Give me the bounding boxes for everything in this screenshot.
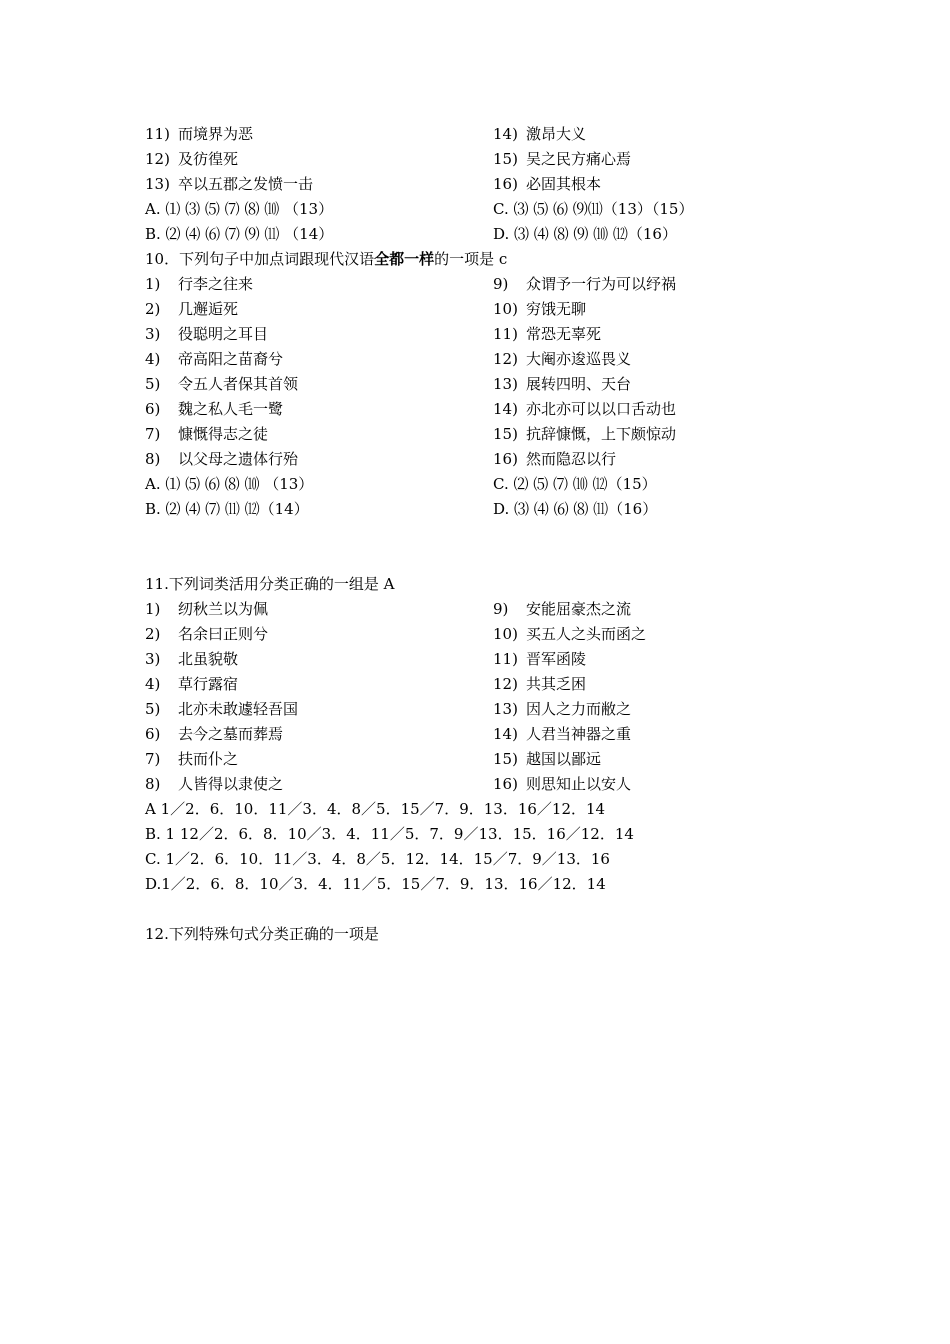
q10-item-left: 3) 役聪明之耳目 xyxy=(145,325,269,343)
q9-item-left: 11) 而境界为恶 xyxy=(145,125,254,143)
q11-item-right: 14) 人君当神器之重 xyxy=(493,725,632,743)
q10-option-d: D. ⑶ ⑷ ⑹ ⑻ ⑾（16） xyxy=(493,500,658,518)
q11-item-left: 3) 北虽貌敬 xyxy=(145,650,239,668)
section-spacer xyxy=(145,897,725,922)
q10-item-left: 2) 几邂逅死 xyxy=(145,300,239,318)
q11-item-row xyxy=(145,622,725,647)
q9-option-a: A. ⑴ ⑶ ⑸ ⑺ ⑻ ⑽ （13） xyxy=(145,200,334,218)
q11-item-row xyxy=(145,697,725,722)
q10-item-left: 4) 帝高阳之苗裔兮 xyxy=(145,350,284,368)
q11-item-row xyxy=(145,747,725,772)
q9-item-right: 16) 必固其根本 xyxy=(493,175,602,193)
q11-item-right: 16) 则思知止以安人 xyxy=(493,775,632,793)
q10-item-row xyxy=(145,422,725,447)
q11-option-d: D.1／2．6．8．10／3．4．11／5．15／7．9．13．16／12．14 xyxy=(145,875,606,893)
q9-option-row xyxy=(145,197,725,222)
q11-title: 11.下列词类活用分类正确的一组是 A xyxy=(145,575,395,593)
q9-option-c: C. ⑶ ⑸ ⑹ ⑼⑾（13）（15） xyxy=(493,200,694,218)
q11-item-left: 8) 人皆得以隶使之 xyxy=(145,775,284,793)
q9-item-left: 13) 卒以五郡之发愤一击 xyxy=(145,175,314,193)
q10-option-row xyxy=(145,472,725,497)
q9-item-row xyxy=(145,122,725,147)
q9-item-right: 15) 吴之民方痛心焉 xyxy=(493,150,632,168)
q11-item-left: 7) 扶而仆之 xyxy=(145,750,239,768)
q10-option-a: A. ⑴ ⑸ ⑹ ⑻ ⑽ （13） xyxy=(145,475,314,493)
q10-item-row xyxy=(145,397,725,422)
q10-item-right: 10) 穷饿无聊 xyxy=(493,300,587,318)
q10-item-row xyxy=(145,322,725,347)
q9-item-right: 14) 激昂大义 xyxy=(493,125,587,143)
question-sheet xyxy=(145,122,725,947)
q10-item-right: 12) 大阉亦逡巡畏义 xyxy=(493,350,632,368)
q11-item-row xyxy=(145,647,725,672)
q11-item-right: 9) 安能屈豪杰之流 xyxy=(493,600,632,618)
q12-title: 12.下列特殊句式分类正确的一项是 xyxy=(145,925,379,943)
q11-item-left: 1) 纫秋兰以为佩 xyxy=(145,600,269,618)
q10-option-row xyxy=(145,497,725,522)
q9-option-row xyxy=(145,222,725,247)
q10-emphasis: 全都一样 xyxy=(374,250,435,268)
q10-item-right: 16) 然而隐忍以行 xyxy=(493,450,617,468)
q10-item-row xyxy=(145,272,725,297)
q9-item-row xyxy=(145,147,725,172)
q10-item-left: 1) 行李之往来 xyxy=(145,275,254,293)
q10-item-row xyxy=(145,372,725,397)
q11-option-b: B. 1 12／2．6．8．10／3．4．11／5．7．9／13．15．16／12．14 xyxy=(145,825,634,843)
q11-item-row xyxy=(145,722,725,747)
q9-item-row xyxy=(145,172,725,197)
q11-item-right: 15) 越国以鄙远 xyxy=(493,750,602,768)
q11-item-row xyxy=(145,672,725,697)
q10-item-right: 9) 众谓予一行为可以纾祸 xyxy=(493,275,677,293)
q10-item-right: 14) 亦北亦可以以口舌动也 xyxy=(493,400,677,418)
q10-item-left: 8) 以父母之遗体行殆 xyxy=(145,450,299,468)
q10-option-c: C. ⑵ ⑸ ⑺ ⑽ ⑿（15） xyxy=(493,475,657,493)
section-spacer xyxy=(145,522,725,572)
q10-item-row xyxy=(145,447,725,472)
q11-item-row xyxy=(145,597,725,622)
q11-item-left: 5) 北亦未敢遽轻吾国 xyxy=(145,700,299,718)
q11-item-left: 6) 去今之墓而葬焉 xyxy=(145,725,284,743)
q11-option-c: C. 1／2．6．10．11／3．4．8／5．12．14．15／7．9／13．16 xyxy=(145,850,610,868)
q11-item-left: 4) 草行露宿 xyxy=(145,675,239,693)
q11-item-right: 11) 晋军函陵 xyxy=(493,650,587,668)
q11-item-right: 13) 因人之力而敝之 xyxy=(493,700,632,718)
q10-item-left: 6) 魏之私人毛一鹭 xyxy=(145,400,284,418)
q11-item-right: 10) 买五人之头而函之 xyxy=(493,625,647,643)
q10-item-right: 11) 常恐无辜死 xyxy=(493,325,602,343)
q11-item-row xyxy=(145,772,725,797)
q10-option-b: B. ⑵ ⑷ ⑺ ⑾ ⑿（14） xyxy=(145,500,309,518)
q10-item-row xyxy=(145,297,725,322)
q9-item-left: 12) 及彷徨死 xyxy=(145,150,239,168)
q11-item-left: 2) 名余曰正则兮 xyxy=(145,625,269,643)
q9-option-d: D. ⑶ ⑷ ⑻ ⑼ ⑽ ⑿（16） xyxy=(493,225,677,243)
q11-option-a: A 1／2．6．10．11／3．4．8／5．15／7．9．13．16／12．14 xyxy=(145,800,606,818)
q11-item-right: 12) 共其乏困 xyxy=(493,675,587,693)
q10-item-left: 5) 令五人者保其首领 xyxy=(145,375,299,393)
q10-item-right: 15) 抗辞慷慨，上下颇惊动 xyxy=(493,425,677,443)
q10-item-left: 7) 慷慨得志之徒 xyxy=(145,425,269,443)
q9-option-b: B. ⑵ ⑷ ⑹ ⑺ ⑼ ⑾ （14） xyxy=(145,225,334,243)
q10-title: 10．下列句子中加点词跟现代汉语全都一样的一项是 c xyxy=(145,250,508,268)
q10-item-right: 13) 展转四明、天台 xyxy=(493,375,632,393)
q10-item-row xyxy=(145,347,725,372)
